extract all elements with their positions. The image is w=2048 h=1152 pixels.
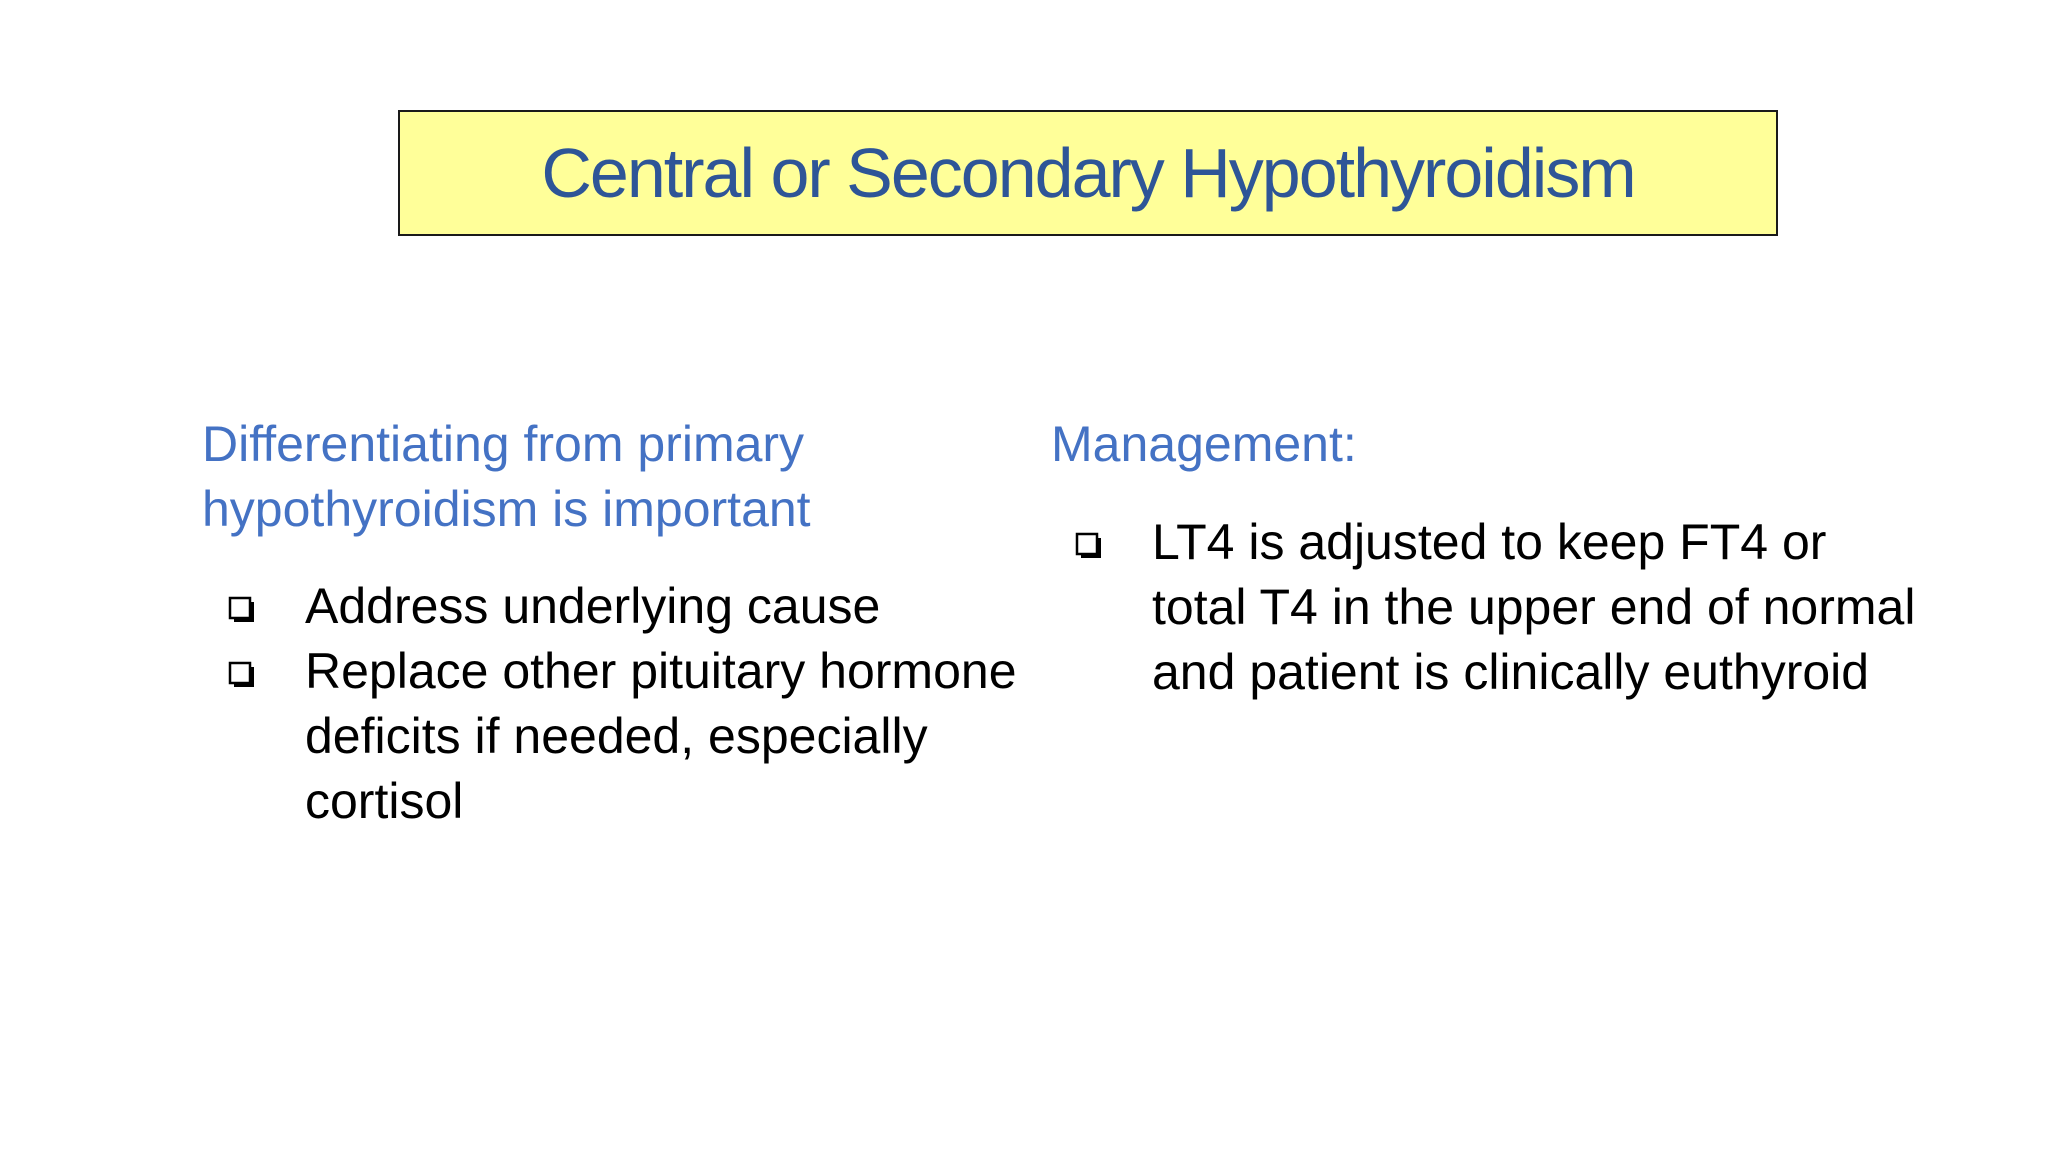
right-column-heading: Management: <box>1051 416 1357 472</box>
left-bullet-list <box>305 574 1025 834</box>
left-column-heading: Differentiating from primary hypothyroidism is important <box>202 416 811 537</box>
title-box <box>398 110 1778 236</box>
list-item <box>305 639 1025 834</box>
checkbox-bullet-icon <box>228 661 258 691</box>
bullet-text: Replace other pituitary hormone deficits if needed, especially cortisol <box>305 643 1017 829</box>
checkbox-bullet-icon <box>1075 532 1105 562</box>
bullet-text: LT4 is adjusted to keep FT4 or total T4 in the upper end of normal and patient is clinically euthyroid <box>1152 514 1916 700</box>
list-item <box>1152 510 1932 705</box>
slide-title: Central or Secondary Hypothyroidism <box>541 134 1635 212</box>
right-bullet-list <box>1152 510 1932 705</box>
bullet-text: Address underlying cause <box>305 578 881 634</box>
list-item <box>305 574 1025 639</box>
checkbox-bullet-icon <box>228 596 258 626</box>
